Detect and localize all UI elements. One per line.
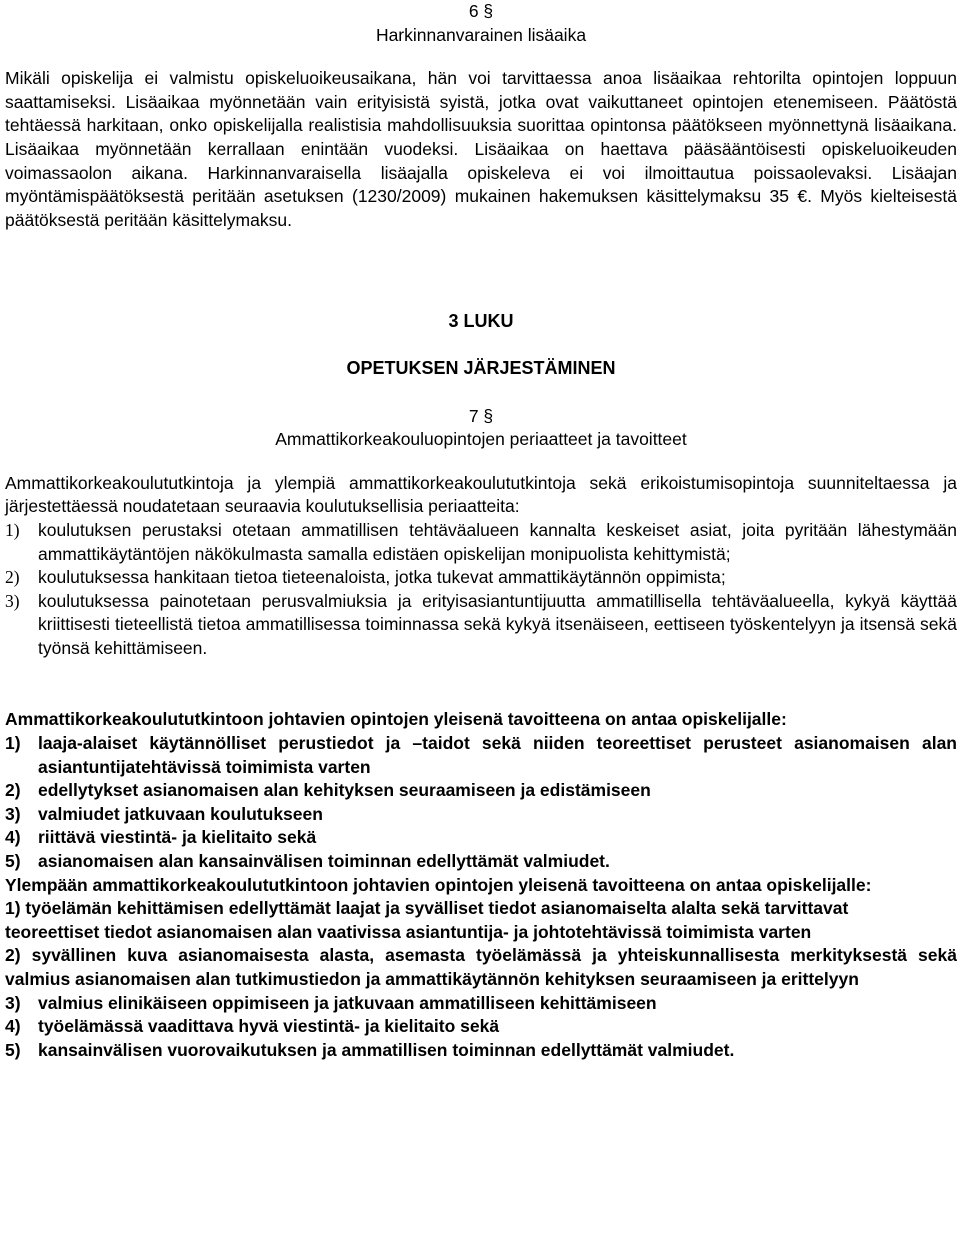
list-number: 5) xyxy=(5,851,21,872)
list-text: edellytykset asianomaisen alan kehityksen seuraamiseen ja edistämiseen xyxy=(38,780,651,801)
section-7-intro: Ammattikorkeakoulututkintoja ja ylempiä ammattikorkeakoulututkintoja sekä erikoistumisopintoja suunniteltaessa ja järjestettäessä noudatetaan seuraavia koulutuksellisia periaatteita: xyxy=(5,472,957,517)
list-text: laaja-alaiset käytännölliset perustiedot ja –taidot sekä niiden teoreettiset perusteet asianomaisen alan asiantuntijatehtävissä toimimista varten xyxy=(38,733,957,777)
list-text: kansainvälisen vuorovaikutuksen ja ammatillisen toiminnan edellyttämät valmiudet. xyxy=(38,1039,735,1060)
list-item xyxy=(5,826,957,850)
list-item xyxy=(5,1039,957,1063)
higher-goals-list xyxy=(5,992,957,1063)
list-text: koulutuksessa hankitaan tietoa tieteenaloista, jotka tukevat ammattikäytännön oppimista; xyxy=(38,567,726,588)
list-item xyxy=(5,519,957,566)
section-6-title: Harkinnanvarainen lisäaika xyxy=(375,24,587,45)
higher-goal-1a: 1) työelämän kehittämisen edellyttämät laajat ja syvälliset tiedot asianomaiselta alalta sekä tarvittavat xyxy=(5,898,849,919)
list-number: 3) xyxy=(5,590,20,611)
list-item xyxy=(5,1015,957,1039)
list-item xyxy=(5,732,957,779)
list-item xyxy=(5,992,957,1016)
list-item xyxy=(5,590,957,661)
list-text: valmius elinikäiseen oppimiseen ja jatkuvaan ammatilliseen kehittämiseen xyxy=(38,992,657,1013)
chapter-title: OPETUKSEN JÄRJESTÄMINEN xyxy=(346,357,616,378)
list-text: valmiudet jatkuvaan koulutukseen xyxy=(38,803,323,824)
list-item xyxy=(5,850,957,874)
list-item xyxy=(5,803,957,827)
goals-block xyxy=(5,708,957,1062)
list-item xyxy=(5,779,957,803)
list-number: 2) xyxy=(5,780,21,801)
list-text: asianomaisen alan kansainvälisen toiminnan edellyttämät valmiudet. xyxy=(38,851,610,872)
higher-goal-1b: teoreettiset tiedot asianomaisen alan vaativissa asiantuntija- ja johtotehtävissä toimimista varten xyxy=(5,921,812,942)
list-text: koulutuksen perustaksi otetaan ammatillisen tehtäväalueen kannalta keskeiset asiat, joita pyritään lähestymään ammattikäytäntöjen näkökulmasta samalla edistäen opiskelijan monipuolista kehittymistä; xyxy=(38,519,957,564)
list-number: 3) xyxy=(5,992,21,1013)
document-page xyxy=(5,0,957,1062)
higher-goals-intro: Ylempään ammattikorkeakoulututkintoon johtavien opintojen yleisenä tavoitteena on antaa opiskelijalle: xyxy=(5,874,872,895)
chapter-number: 3 LUKU xyxy=(448,311,514,332)
goals-intro: Ammattikorkeakoulututkintoon johtavien opintojen yleisenä tavoitteena on antaa opiskelijalle: xyxy=(5,709,787,730)
list-number: 3) xyxy=(5,803,21,824)
list-text: riittävä viestintä- ja kielitaito sekä xyxy=(38,827,317,848)
list-text: työelämässä vaadittava hyvä viestintä- ja kielitaito sekä xyxy=(38,1016,500,1037)
list-text: koulutuksessa painotetaan perusvalmiuksia ja erityisasiantuntijuutta ammatillisella tehtäväalueella, kykyä käyttää kriittisesti tieteellistä tietoa ammatillisessa toiminnassa sekä kykyä itsenäiseen, eettiseen työskentelyyn ja itsensä sekä työnsä kehittämiseen. xyxy=(38,590,957,658)
goals-list xyxy=(5,732,957,874)
higher-goal-2: 2) syvällinen kuva asianomaisesta alasta, asemasta työelämässä ja yhteiskunnallisesta merkityksestä sekä valmius asianomaisen alan tutkimustiedon ja ammattikäytännön kehityksen seuraamiseen ja erittelyyn xyxy=(5,945,957,989)
principles-list xyxy=(5,519,957,661)
list-number: 4) xyxy=(5,1016,21,1037)
list-number: 1) xyxy=(5,733,21,754)
section-6-number: 6 § xyxy=(468,1,494,21)
section-7-number: 7 § xyxy=(468,405,494,426)
list-number: 5) xyxy=(5,1039,21,1060)
list-number: 1) xyxy=(5,519,20,540)
list-number: 4) xyxy=(5,827,21,848)
list-item xyxy=(5,566,957,590)
section-6-paragraph: Mikäli opiskelija ei valmistu opiskeluoikeusaikana, hän voi tarvittaessa anoa lisäaikaa rehtorilta opintojen loppuun saattamiseksi. Lisäaikaa myönnetään vain erityisistä syistä, jotka ovat vaikuttaneet opintojen etenemiseen. Päätöstä tehtäessä harkitaan, onko opiskelijalla realistisia mahdollisuuksia suorittaa opintonsa päätökseen myönnettynä lisäaikana. Lisäaikaa myönnetään kerrallaan enintään vuodeksi. Lisäaikaa on haettava pääsääntöisesti opiskeluoikeuden voimassaolon aikana. Harkinnanvaraisella lisäajalla opiskeleva ei voi ilmoittautua poissaolevaksi. Lisäajan myöntämispäätöksestä peritään asetuksen (1230/2009) mukainen hakemuksen käsittelymaksu 35 €. Myös kielteisestä päätöksestä peritään käsittelymaksu. xyxy=(5,68,957,230)
list-number: 2) xyxy=(5,567,20,588)
section-7-title: Ammattikorkeakouluopintojen periaatteet ja tavoitteet xyxy=(275,429,687,450)
